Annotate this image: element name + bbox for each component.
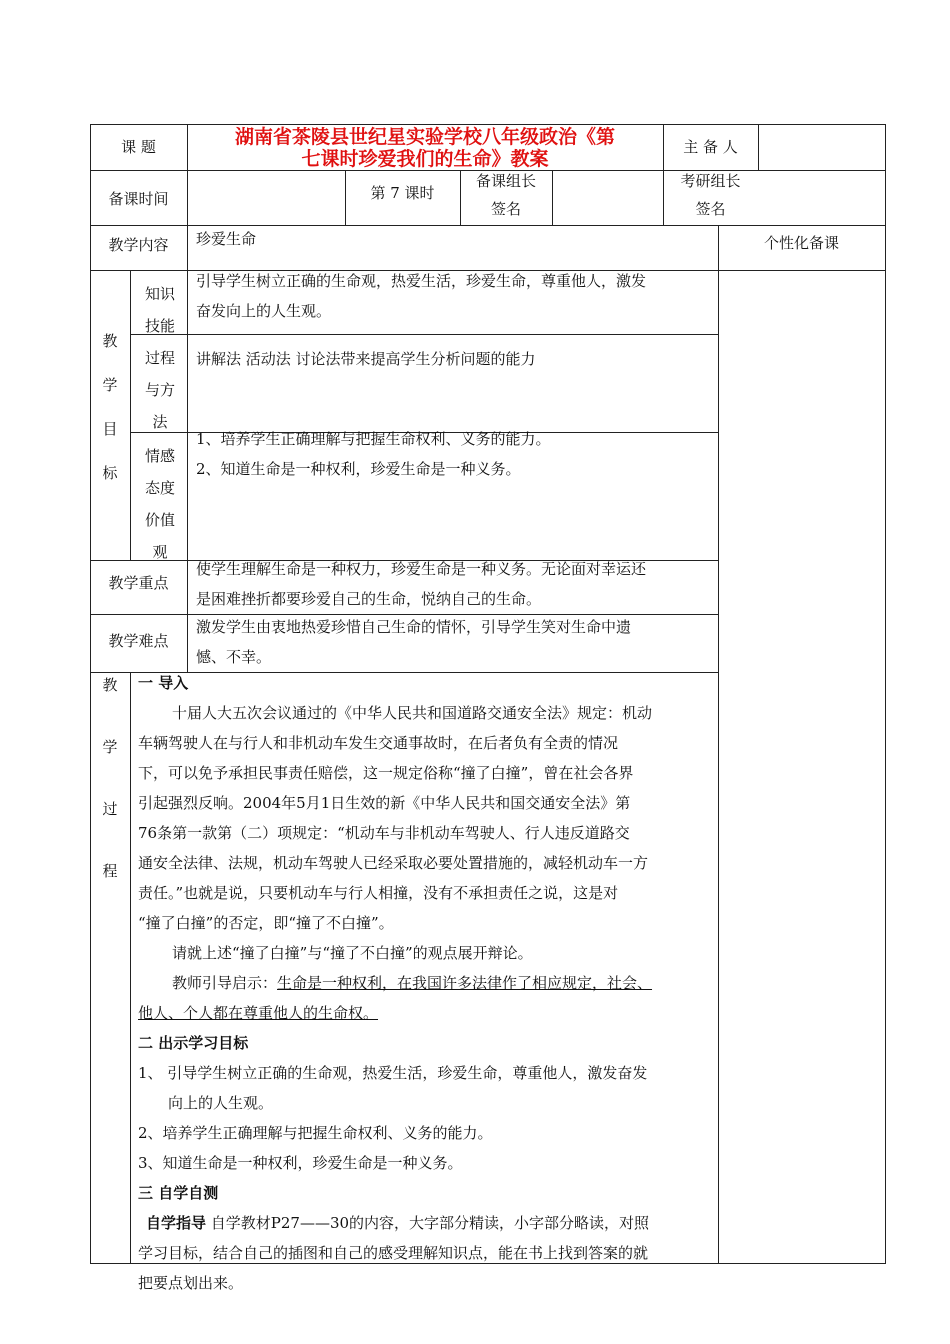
page-title — [190, 126, 660, 170]
rule-sub-label-col — [130, 270, 131, 560]
section-intro-title: 一 导入 — [138, 674, 189, 692]
section-goals-title: 二 出示学习目标 — [138, 1034, 249, 1052]
rule-knowledge-bottom — [130, 334, 718, 335]
intro-line-8: “撞了白撞”的否定，即“撞了不白撞”。 — [138, 914, 394, 932]
process-method-text: 讲解法 活动法 讨论法带来提高学生分析问题的能力 — [196, 350, 536, 368]
rule-time-c — [552, 170, 553, 225]
keypoint-label: 教学重点 — [108, 574, 169, 592]
goal-item-1-cont: 向上的人生观。 — [168, 1094, 274, 1112]
group-leader-label: 备课组长 签名 — [475, 172, 536, 218]
rule-main-right — [718, 225, 719, 1263]
page-title-line1: 湖南省茶陵县世纪星实验学校八年级政治《第 — [234, 126, 615, 148]
rule-process-col — [130, 672, 131, 1263]
topic-label: 课 题 — [121, 138, 156, 156]
debate-prompt: 请就上述“撞了白撞”与“撞了不白撞”的观点展开辩论。 — [172, 944, 533, 962]
content-label: 教学内容 — [108, 236, 169, 254]
keypoint-text: 使学生理解生命是一种权力，珍爱生命是一种义务。无论面对幸运还 是困难挫折都要珍爱自己的生命，悦纳自己的生命。 — [196, 560, 647, 608]
rule-label-col — [187, 124, 188, 270]
intro-line-4: 引起强烈反响。2004年5月1日生效的新《中华人民共和国交通安全法》第 — [138, 794, 631, 812]
rule-top — [90, 124, 886, 125]
research-leader-label: 考研组长 签名 — [680, 172, 741, 218]
content-value: 珍爱生命 — [196, 230, 257, 248]
rule-preparer-right — [758, 124, 759, 170]
time-label: 备课时间 — [108, 190, 169, 208]
self-study-line-1: 自学指导 自学教材P27——30的内容，大字部分精读，小字部分略读，对照 — [146, 1214, 650, 1232]
preparer-label: 主 备 人 — [683, 138, 738, 156]
personal-prep-label: 个性化备课 — [763, 234, 839, 252]
intro-line-5: 76条第一款第（二）项规定：“机动车与非机动车驾驶人、行人违反道路交 — [138, 824, 630, 842]
intro-line-7: 责任。”也就是说，只要机动车与行人相撞，没有不承担责任之说，这是对 — [138, 884, 619, 902]
teacher-guide: 教师引导启示：生命是一种权利，在我国许多法律作了相应规定，社会、 — [172, 974, 653, 992]
difficulty-label: 教学难点 — [108, 632, 169, 650]
process-body — [138, 668, 716, 1298]
rule-right — [885, 124, 886, 1264]
knowledge-label: 知识 技能 — [144, 285, 175, 335]
intro-line-2: 车辆驾驶人在与行人和非机动车发生交通事故时，在后者负有全责的情况 — [138, 734, 619, 752]
process-method-label: 过程 与方 法 — [144, 349, 175, 431]
knowledge-text: 引导学生树立正确的生命观，热爱生活，珍爱生命，尊重他人，激发 奋发向上的人生观。 — [196, 272, 647, 320]
objectives-label: 教 学 目 标 — [102, 332, 118, 482]
lesson-number: 第 7 课时 — [370, 184, 435, 202]
process-label: 教 学 过 程 — [102, 676, 118, 880]
intro-line-3: 下，可以免予承担民事责任赔偿，这一规定俗称“撞了白撞”，曾在社会各界 — [138, 764, 634, 782]
difficulty-text: 激发学生由衷地热爱珍惜自己生命的情怀，引导学生笑对生命中遗 憾、不幸。 — [196, 618, 632, 666]
section-self-study-title: 三 自学自测 — [138, 1184, 219, 1202]
teacher-guide-cont: 他人、个人都在尊重他人的生命权。 — [138, 1004, 379, 1022]
self-study-line-3: 把要点划出来。 — [138, 1274, 244, 1292]
intro-line-6: 通安全法律、法规，机动车驾驶人已经采取必要处置措施的，减轻机动车一方 — [138, 854, 649, 872]
rule-label-col-lower — [187, 270, 188, 672]
goal-item-3: 3、知道生命是一种权利，珍爱生命是一种义务。 — [138, 1154, 463, 1172]
goal-item-2: 2、培养学生正确理解与把握生命权利、义务的能力。 — [138, 1124, 493, 1142]
self-study-line-2: 学习目标，结合自己的插图和自己的感受理解知识点，能在书上找到答案的就 — [138, 1244, 649, 1262]
emotion-label: 情感 态度 价值 观 — [144, 447, 175, 561]
page-title-line2: 七课时珍爱我们的生命》教案 — [301, 148, 549, 170]
emotion-text: 1、培养学生正确理解与把握生命权利、义务的能力。 2、知道生命是一种权利，珍爱生命是一种义务。 — [196, 430, 551, 478]
intro-line-1: 十届人大五次会议通过的《中华人民共和国道路交通安全法》规定：机动 — [172, 704, 653, 722]
goal-item-1: 1、 引导学生树立正确的生命观，热爱生活，珍爱生命，尊重他人，激发奋发 — [138, 1064, 648, 1082]
